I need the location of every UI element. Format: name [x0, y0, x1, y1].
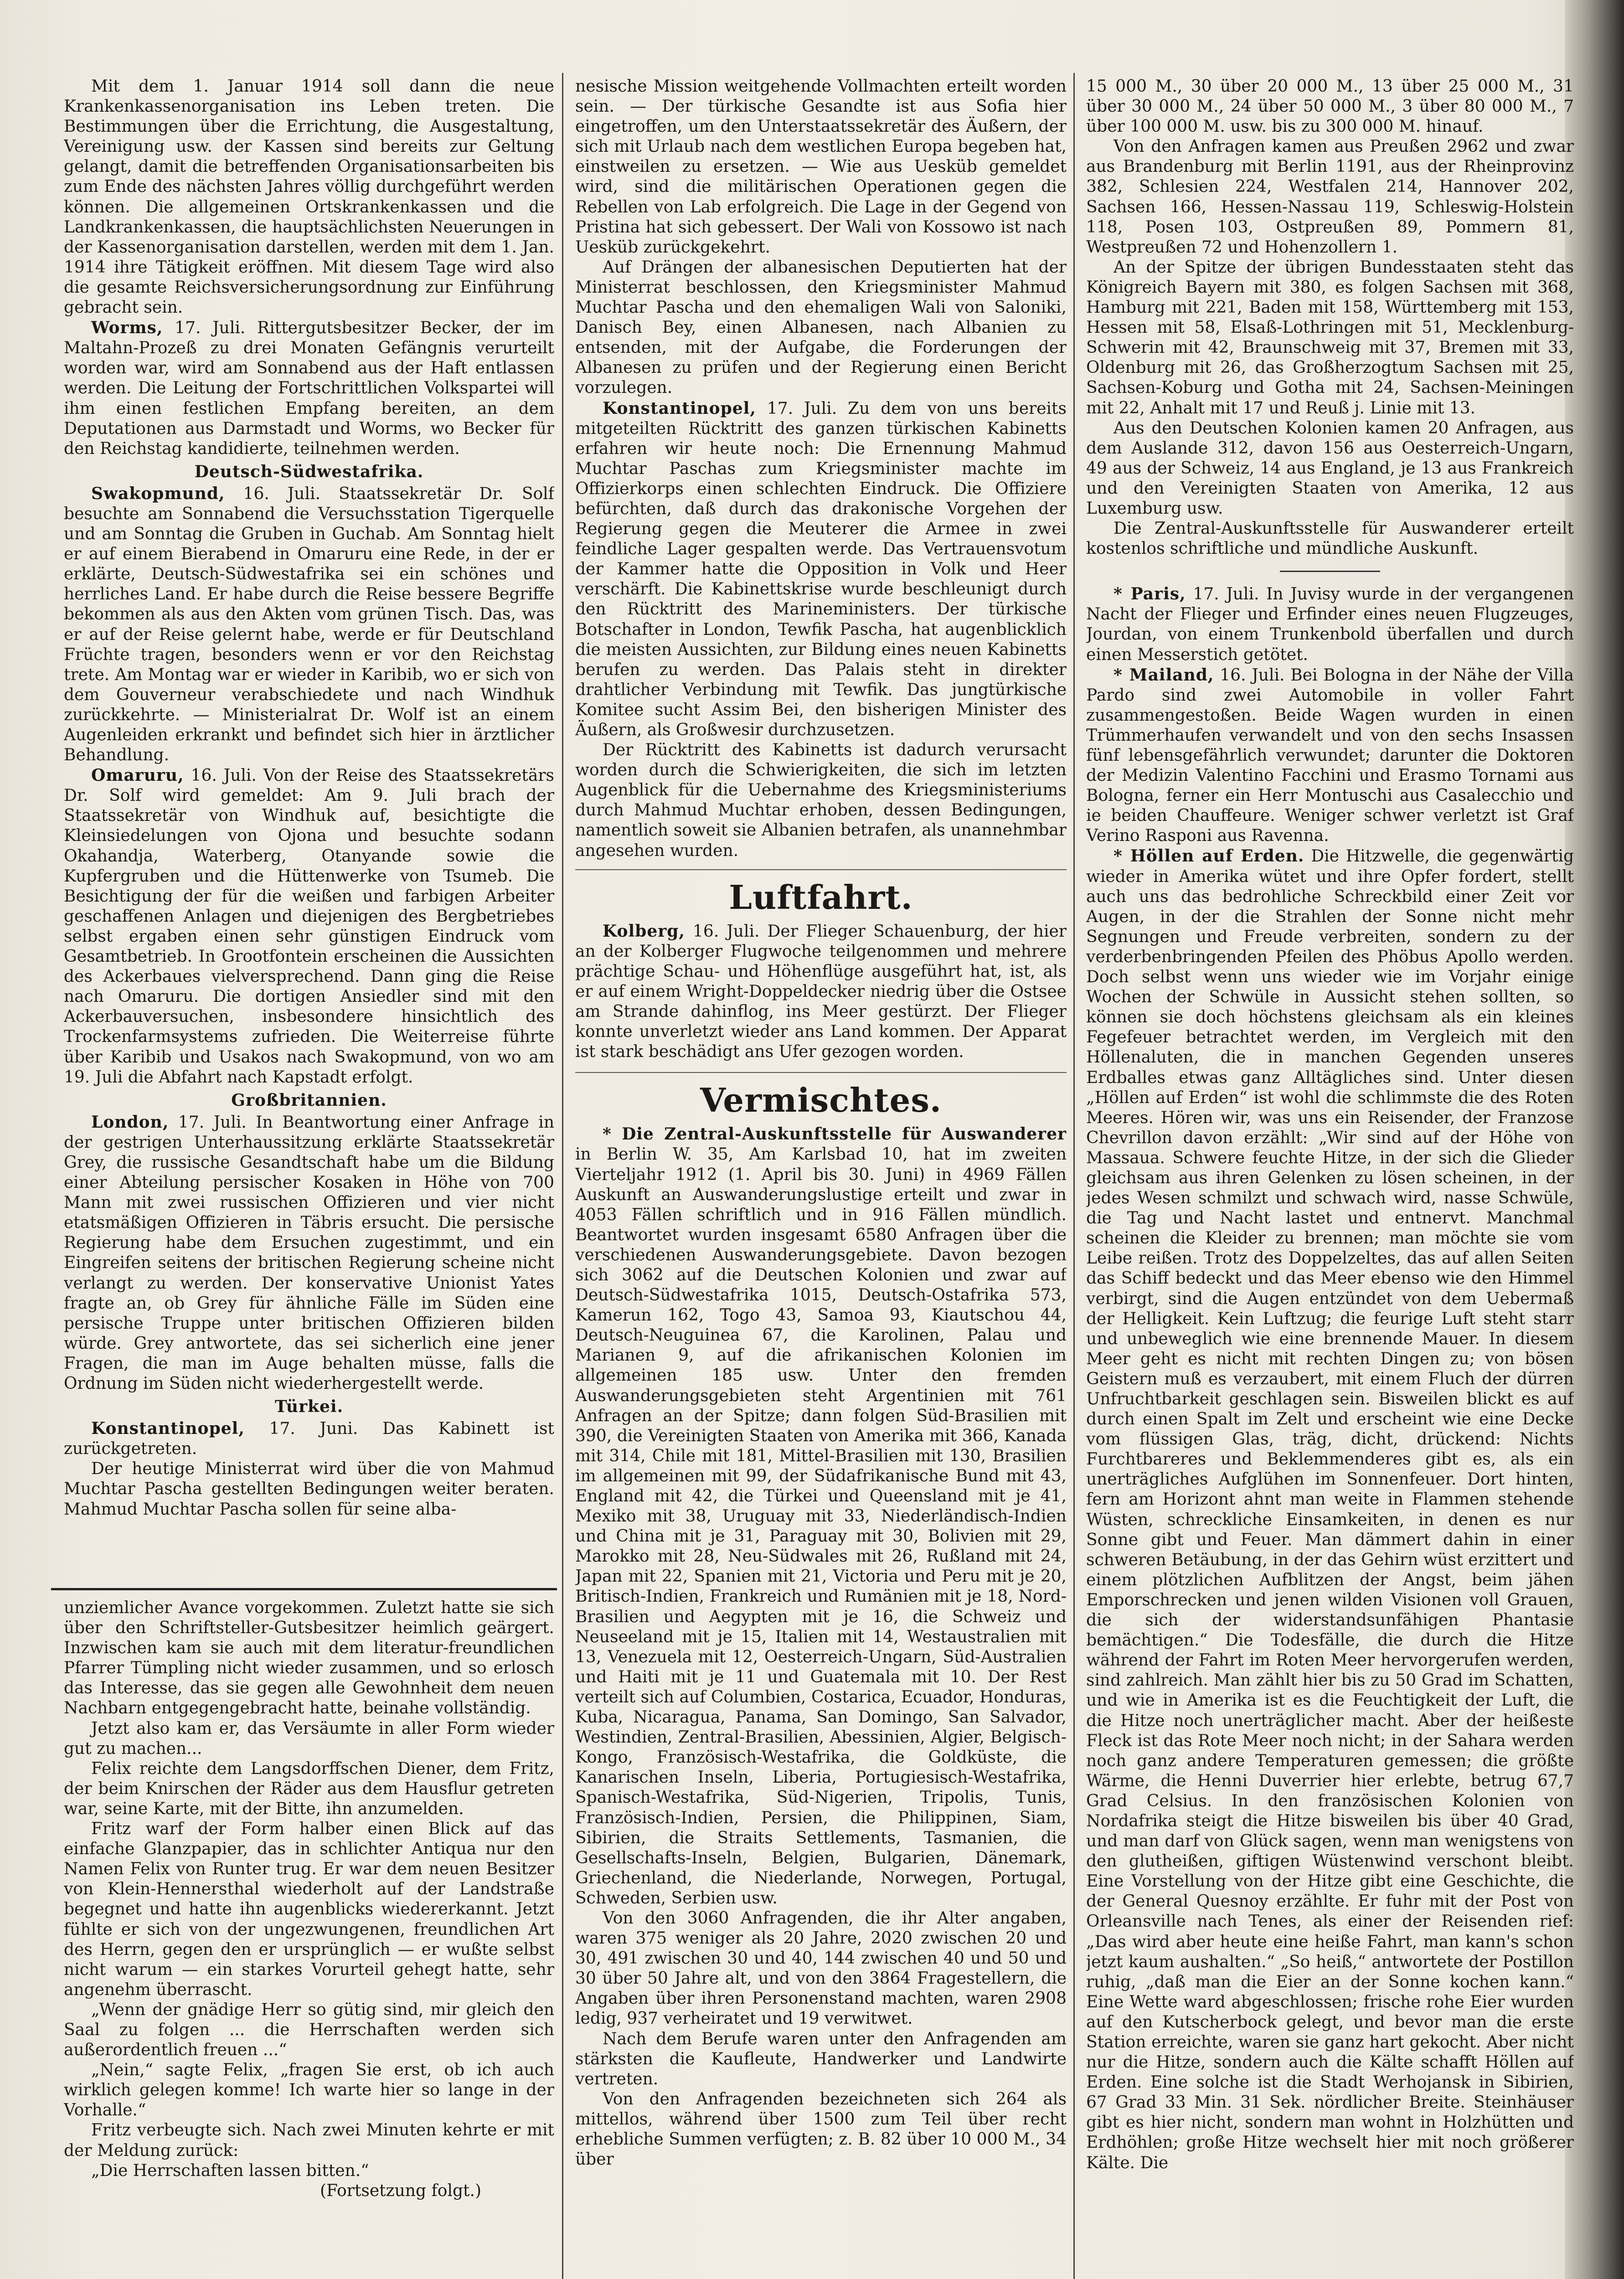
novel-paragraph: unziemlicher Avance vorgekommen. Zuletzt hatte sie sich über den Schriftsteller-Gutsbesitzer heimlich geärgert. Inzwischen kam sie auch mit dem literatur-freundlichen Pfarrer Tümpling nicht wieder zusammen, und so erlosch das Interesse, das sie gegen alle Gewohnheit dem neuen Nachbarn entgegengebracht hatte, beinahe vollständig. [64, 1598, 554, 1718]
news-text: 17. Juni. Das Kabinett ist zurückgetreten. [64, 1419, 554, 1459]
paragraph: Nach dem Berufe waren unter den Anfragenden am stärksten die Kaufleute, Handwerker und Landwirte vertreten. [575, 2029, 1067, 2088]
news-item [1086, 665, 1574, 846]
item-lead: * Höllen auf Erden. [1114, 846, 1304, 866]
section-heading: Großbritannien. [231, 1090, 387, 1110]
continuation-note: (Fortsetzung folgt.) [320, 2181, 481, 2200]
paragraph: Die Zentral-Auskunftsstelle für Auswanderer erteilt kostenlos schriftliche und mündliche Auskunft. [1086, 519, 1574, 558]
dateline: London, [91, 1112, 169, 1132]
section-rule [575, 1072, 1067, 1073]
novel-paragraph: Felix reichte dem Langsdorffschen Diener, dem Fritz, der beim Knirschen der Räder aus dem Hausflur getreten war, seine Karte, mit der Bitte, ihn anzumelden. [64, 1759, 554, 1818]
news-item [64, 1418, 554, 1459]
news-item [64, 1112, 554, 1394]
section-rule [575, 869, 1067, 870]
paragraph: nesische Mission weitgehende Vollmachten erteilt worden sein. — Der türkische Gesandte ist aus Sofia hier eingetroffen, um den Unterstaatssekretär des Äußern, der sich mit Urlaub nach dem westlichen Europa begeben hat, einstweilen zu ersetzen. — Wie aus Uesküb gemeldet wird, sind die militärischen Operationen gegen die Rebellen von Lab erfolgreich. Die Lage in der Gegend von Pristina hat sich gebessert. Der Wali von Kossowo ist nach Uesküb zurückgekehrt. [575, 77, 1067, 257]
news-text: Die Hitzwelle, die gegenwärtig wieder in Amerika wütet und ihre Opfer fordert, stellt auch uns das bedrohliche Schreckbild einer Zeit vor Augen, in der die Strahlen der Sonne nicht mehr Segnungen und Freude verbreiten, sondern zu der verderbenbringenden Pfeilen des Phöbus Apollo werden. Doch selbst wenn uns wieder wie im Vorjahr einige Wochen der Schwüle in Aussicht stehen sollten, so können sie doch höchstens gleichsam als ein kleines Fegefeuer betrachtet werden, im Vergleich mit den Höllenaluten, die in manchen Gegenden unseres Erdballes etwas ganz Alltägliches sind. Unter diesen „Höllen auf Erden“ ist wohl die schlimmste die des Roten Meeres. Hören wir, was uns ein Reisender, der Franzose Chevrillon davon erzählt: „Wir sind auf der Höhe von Massaua. Schwere feuchte Hitze, in der sich die Glieder gleichsam aus ihren Gelenken zu lösen scheinen, in der jedes Wesen schmilzt und schwach wird, nasse Schwüle, die Tag und Nacht lastet und entnervt. Manchmal scheinen die Kleider zu brennen; man möchte sie vom Leibe reißen. Trotz des Doppelzeltes, das auf allen Seiten das Schiff bedeckt und das Meer ebenso wie den Himmel verbirgt, sind die Augen entzündet von dem Uebermaß der Helligkeit. Kein Luftzug; die feurige Luft steht starr und unbeweglich wie eine brennende Mauer. In diesem Meer geht es nicht mit rechten Dingen zu; von bösen Geistern muß es verzaubert, mit einem Fluch der dürren Unfruchtbarkeit geschlagen sein. Bisweilen blickt es auf durch einen Spalt im Zelt und erscheint wie eine Decke vom flüssigen Glas, träg, dicht, drückend: Nichts Furchtbareres und Beklemmenderes gibt es, als ein unerträgliches Aufglühen im Sonnenfeuer. Dort hinten, fern am Horizont ahnt man weite in Flammen stehende Wüsten, schreckliche Einsamkeiten, in denen es nur Sonne gibt und Feuer. Man dämmert dahin in einer schweren Betäubung, in der das Gehirn wüst erzittert und einem plötzlichen Aufblitzen der Angst, beim jähen Emporschrecken und jenen wilden Visionen voll Grauen, die sich der widerstandsunfähigen Phantasie bemächtigen.“ Die Todesfälle, die durch die Hitze während der Fahrt im Roten Meer hervorgerufen werden, sind zahlreich. Man zählt hier bis zu 50 Grad im Schatten, und wie in Amerika ist es die Feuchtigkeit der Luft, die die Hitze noch unerträglicher macht. Aber der heißeste Fleck ist das Rote Meer noch nicht; in der Sahara werden noch ganz andere Temperaturen gemessen; die größte Wärme, die Henni Duverrier hier erlebte, betrug 67,7 Grad Celsius. In den französischen Kolonien von Nordafrika steigt die Hitze bisweilen bis über 40 Grad, und man darf von Glück sagen, wenn man wenigstens von den glutheißen, giftigen Wüstenwind verschont bleibt. Eine Vorstellung von der Hitze gibt eine Geschichte, die der General Quesnoy erzählte. Er fuhr mit der Post von Orleansville nach Tenes, als einer der Reisenden rief: „Das wird aber heute eine heiße Fahrt, man kann's schon jetzt kaum aushalten.“ „So heiß,“ antwortete der Postillon ruhig, „daß man die Eier an der Sonne kochen kann.“ Eine Wette ward abgeschlossen; frische rohe Eier wurden auf den Kutscherbock gelegt, und bevor man die erste Station erreichte, waren sie ganz hart gekocht. Aber nicht nur die Hitze, sondern auch die Kälte schafft Höllen auf Erden. Eine solche ist die Stadt Werhojansk in Sibirien, 67 Grad 33 Min. 31 Sek. nördlicher Breite. Steinhäuser gibt es hier nicht, sondern man wohnt in Holzhütten und Erdhöhlen; große Hitze wechselt hier mit noch größerer Kälte. Die [1086, 847, 1574, 2172]
dateline: Worms, [91, 318, 163, 338]
novel-paragraph: Fritz warf der Form halber einen Blick auf das einfache Glanzpapier, das in schlichter Antiqua nur den Namen Felix von Runter trug. Er war dem neuen Besitzer von Klein-Hennersthal wiederholt auf der Landstraße begegnet und hatte ihn augenblicks wiedererkannt. Jetzt fühlte er sich von der ungezwungenen, freundlichen Art des Herrn, gegen den er ursprünglich — er wußte selbst nicht warum — ein starkes Vorurteil gehegt hatte, sehr angenehm überrascht. [64, 1820, 554, 1999]
column-rule-2 [1073, 73, 1075, 2279]
column-1-news [64, 77, 554, 1581]
news-item [64, 765, 554, 1088]
dateline: Kolberg, [603, 921, 685, 941]
news-item [575, 1124, 1067, 1908]
news-item [64, 318, 554, 459]
news-item [1086, 584, 1574, 665]
news-item [64, 484, 554, 765]
column-3 [1086, 77, 1574, 2279]
dateline: * Paris, [1114, 584, 1186, 604]
paragraph: An der Spitze der übrigen Bundesstaaten steht das Königreich Bayern mit 380, es folgen Sachsen mit 368, Hamburg mit 221, Baden mit 158, Württemberg mit 153, Hessen mit 58, Elsaß-Lothringen mit 51, Mecklenburg-Schwerin mit 42, Braunschweig mit 37, Bremen mit 33, Oldenburg mit 26, das Großherzogtum Sachsen mit 25, Sachsen-Koburg und Gotha mit 24, Sachsen-Meiningen mit 22, Anhalt mit 17 und Reuß j. Linie mit 13. [1086, 258, 1574, 418]
section-heading: Deutsch-Südwestafrika. [194, 462, 424, 481]
news-text: 16. Juli. Staatssekretär Dr. Solf besuchte am Sonnabend die Versuchsstation Tigerquelle und am Sonntag die Gruben in Guchab. Am Sonntag hielt er auf einem Bierabend in Omaruru eine Rede, in der er erklärte, Deutsch-Südwestafrika sei ein schönes und herrliches Land. Er habe durch die Reise bessere Begriffe bekommen als aus den Akten vom grünen Tisch. Das, was er auf der Reise gelernt habe, werde er für Deutschland Früchte tragen, besonders wenn er vor den Reichstag trete. Am Montag war er wieder in Karibib, wo er sich von dem Gouverneur verabschiedete und nach Windhuk zurückkehrte. — Ministerialrat Dr. Wolf ist an einem Augenleiden erkrankt und befindet sich hier in ärztlicher Behandlung. [64, 484, 554, 765]
dateline: Konstantinopel, [91, 1419, 245, 1439]
novel-paragraph: „Die Herrschaften lassen bitten.“ [91, 2161, 369, 2180]
novel-paragraph: Fritz verbeugte sich. Nach zwei Minuten kehrte er mit der Meldung zurück: [64, 2121, 554, 2160]
section-heading-vermischtes: Vermischtes. [700, 1081, 942, 1120]
dateline: Omaruru, [91, 766, 184, 785]
paragraph: 15 000 M., 30 über 20 000 M., 13 über 25 000 M., 31 über 30 000 M., 24 über 50 000 M., 3 über 80 000 M., 7 über 100 000 M. usw. bis zu 300 000 M. hinauf. [1086, 77, 1574, 136]
column-1-feuilleton [64, 1598, 554, 2279]
paragraph: Von den Anfragenden bezeichneten sich 264 als mittellos, während über 1500 zum Teil über recht erhebliche Summen verfügten; z. B. 82 über 10 000 M., 34 über [575, 2089, 1067, 2169]
paragraph: Der Rücktritt des Kabinetts ist dadurch verursacht worden durch die Schwierigkeiten, die sich im letzten Augenblick für die Uebernahme des Kriegsministeriums durch Mahmud Muchtar erhoben, dessen Bedingungen, namentlich soweit sie Albanien betrafen, als unannehmbar angesehen wurden. [575, 741, 1067, 860]
section-heading-luftfahrt: Luftfahrt. [729, 877, 913, 917]
paragraph: Auf Drängen der albanesischen Deputierten hat der Ministerrat beschlossen, den Kriegsminister Mahmud Muchtar Pascha und den ehemaligen Wali von Saloniki, Danisch Bey, einen Albanesen, nach Albanien zu entsenden, mit der Aufgabe, die Forderungen der Albanesen zu prüfen und der Regierung einen Bericht vorzulegen. [575, 258, 1067, 397]
novel-paragraph: „Nein,“ sagte Felix, „fragen Sie erst, ob ich auch wirklich gelegen komme! Ich warte hier so lange in der Vorhalle.“ [64, 2061, 554, 2120]
dateline: Swakopmund, [91, 484, 225, 503]
paragraph: Von den Anfragen kamen aus Preußen 2962 und zwar aus Brandenburg mit Berlin 1191, aus der Rheinprovinz 382, Schlesien 224, Westfalen 214, Hannover 202, Sachsen 166, Hessen-Nassau 119, Schleswig-Holstein 118, Posen 103, Ostpreußen 89, Pommern 81, Westpreußen 72 und Hohenzollern 1. [1086, 137, 1574, 257]
paragraph: Mit dem 1. Januar 1914 soll dann die neue Krankenkassenorganisation ins Leben treten. Die Bestimmungen über die Errichtung, die Ausgestaltung, Vereinigung usw. der Kassen sind bereits zur Geltung gelangt, damit die betreffenden Organisationsarbeiten bis zum Ende des nächsten Jahres völlig durchgeführt werden können. Die allgemeinen Ortskrankenkassen und die Landkrankenkassen, die hauptsächlichsten Neuerungen in der Kassenorganisation darstellen, werden mit dem 1. Jan. 1914 ihre Tätigkeit eröffnen. Mit diesem Tage wird also die gesamte Reichsversicherungsordnung zur Einführung gebracht sein. [64, 77, 554, 317]
short-separator [1280, 571, 1380, 572]
column-rule-1 [562, 73, 563, 2279]
dateline: * Mailand, [1114, 665, 1214, 685]
news-text: 16. Juli. Bei Bologna in der Nähe der Villa Pardo sind zwei Automobile in voller Fahrt zusammengestoßen. Beide Wagen wurden in einen Trümmerhaufen verwandelt und von den sechs Insassen fünf lebensgefährlich verwundet; darunter die Doktoren der Medizin Valentino Facchini und Erasmo Tornami aus Bologna, ferner ein Herr Montuschi aus Casalecchio und ie beiden Chauffeure. Weniger schwer verletzt ist Graf Verino Rasponi aus Ravenna. [1086, 665, 1574, 846]
news-text: 17. Juli. Rittergutsbesitzer Becker, der im Maltahn-Prozeß zu drei Monaten Gefängnis verurteilt worden war, wird am Sonnabend aus der Haft entlassen werden. Die Leitung der Fortschrittlichen Volkspartei will ihm einen festlichen Empfang bereiten, an dem Deputationen aus Darmstadt und Worms, wo Becker für den Reichstag kandidierte, teilnehmen werden. [64, 319, 554, 458]
section-heading: Türkei. [274, 1397, 344, 1417]
news-item [575, 921, 1067, 1062]
news-text: in Berlin W. 35, Am Karlsbad 10, hat im zweiten Vierteljahr 1912 (1. April bis 30. Juni) in 4969 Fällen Auskunft an Auswanderungslustige erteilt und zwar in 4053 Fällen schriftlich und in 916 Fällen mündlich. Beantwortet wurden insgesamt 6580 Anfragen über die verschiedenen Auswanderungsgebiete. Davon bezogen sich 3062 auf die Deutschen Kolonien und zwar auf Deutsch-Südwestafrika 1015, Deutsch-Ostafrika 573, Kamerun 162, Togo 43, Samoa 93, Kiautschou 44, Deutsch-Neuguinea 67, die Karolinen, Palau und Marianen 9, auf die afrikanischen Kolonien im allgemeinen 185 usw. Unter den fremden Auswanderungsgebieten steht Argentinien mit 761 Anfragen an der Spitze; dann folgen Süd-Brasilien mit 390, die Vereinigten Staaten von Amerika mit 366, Kanada mit 314, Chile mit 181, Mittel-Brasilien mit 130, Brasilien im allgemeinen mit 99, der Südafrikanische Bund mit 43, England mit 42, die Türkei und Queensland mit je 41, Mexiko mit 38, Uruguay mit 33, Niederländisch-Indien und China mit je 31, Paraguay mit 30, Bolivien mit 29, Marokko mit 28, Neu-Südwales mit 26, Rußland mit 24, Japan mit 22, Spanien mit 21, Victoria und Peru mit je 20, Britisch-Indien, Frankreich und Rumänien mit je 18, Nord-Brasilien und Aegypten mit je 16, die Schweiz und Neuseeland mit je 15, Italien mit 14, Westaustralien mit 13, Venezuela mit 12, Oesterreich-Ungarn, Süd-Australien und Haiti mit je 11 und Guatemala mit 10. Der Rest verteilt sich auf Columbien, Costarica, Ecuador, Honduras, Kuba, Nicaragua, Panama, San Domingo, San Salvador, Westindien, Zentral-Brasilien, Abessinien, Algier, Belgisch-Kongo, Französisch-Westafrika, die Goldküste, die Kanarischen Inseln, Liberia, Portugiesisch-Westafrika, Spanisch-Westafrika, Süd-Nigerien, Tripolis, Tunis, Französisch-Indien, Persien, die Philippinen, Siam, Sibirien, die Straits Settlements, Tasmanien, die Gesellschafts-Inseln, Belgien, Bulgarien, Dänemark, Griechenland, die Niederlande, Norwegen, Portugal, Schweden, Serbien usw. [575, 1145, 1067, 1908]
item-lead: * Die Zentral-Auskunftsstelle für Auswanderer [603, 1124, 1067, 1144]
news-text: 16. Juli. Von der Reise des Staatssekretärs Dr. Solf wird gemeldet: Am 9. Juli brach der Staatssekretär von Windhuk auf, besichtigte die Kleinsiedelungen von Ojona und besuchte sodann Okahandja, Waterberg, Otanyande sowie die Kupfergruben und die Hüttenwerke von Tsumeb. Die Besichtigung der für die weißen und farbigen Arbeiter geschaffenen Anlagen und diejenigen des Bergbetriebes selbst ergaben einen sehr günstigen Eindruck vom Gesamtbetrieb. In Grootfontein erscheinen die Aussichten des Ackerbaues vielversprechend. Dann ging die Reise nach Omaruru. Die dortigen Ansiedler sind mit den Ackerbauversuchen, insbesondere hinsichtlich des Trockenfarmsystems zufrieden. Die Weiterreise führte über Karibib und Usakos nach Swakopmund, von wo am 19. Juli die Abfahrt nach Kapstadt erfolgt. [64, 766, 554, 1087]
news-item [1086, 846, 1574, 2173]
news-item [575, 398, 1067, 741]
column-2 [575, 77, 1067, 2279]
dateline: Konstantinopel, [603, 398, 756, 418]
paragraph: Von den 3060 Anfragenden, die ihr Alter angaben, waren 375 weniger als 20 Jahre, 2020 zwischen 20 und 30, 491 zwischen 30 und 40, 144 zwischen 40 und 50 und 30 über 50 Jahre alt, und von den 3864 Fragestellern, die Angaben über ihren Personenstand machten, waren 2908 ledig, 937 verheiratet und 19 verwitwet. [575, 1908, 1067, 2028]
news-text: 17. Juli. Zu dem von uns bereits mitgeteilten Rücktritt des ganzen türkischen Kabinetts erfahren wir heute noch: Die Ernennung Mahmud Muchtar Paschas zum Kriegsminister machte im Offizierkorps einen schlechten Eindruck. Die Offiziere befürchten, daß durch das drakonische Vorgehen der Regierung gegen die Meuterer die Armee in zwei feindliche Lager gespalten werde. Das Vertrauensvotum der Kammer hatte die Opposition in Volk und Heer verschärft. Die Kabinettskrise wurde beschleunigt durch den Rücktritt des Marineministers. Der türkische Botschafter in London, Tewfik Pascha, hat augenblicklich die meisten Aussichten, zur Bildung eines neuen Kabinetts berufen zu werden. Das Palais steht in direkter drahtlicher Verbindung mit Tewfik. Das jungtürkische Komitee sucht Assim Bei, den bisherigen Minister des Äußern, als Großwesir durchzusetzen. [575, 399, 1067, 739]
news-text: 17. Juli. In Juvisy wurde in der vergangenen Nacht der Flieger und Erfinder eines neuen Flugzeuges, Jourdan, von einem Trunkenbold überfallen und durch einen Messerstich getötet. [1086, 585, 1574, 664]
feuilleton-rule [51, 1588, 557, 1590]
paragraph: Aus den Deutschen Kolonien kamen 20 Anfragen, aus dem Auslande 312, davon 156 aus Oesterreich-Ungarn, 49 aus der Schweiz, 14 aus England, je 13 aus Frankreich und den Vereinigten Staaten von Amerika, 12 aus Luxemburg usw. [1086, 418, 1574, 518]
novel-paragraph: Jetzt also kam er, das Versäumte in aller Form wieder gut zu machen... [64, 1719, 554, 1758]
novel-paragraph: „Wenn der gnädige Herr so gütig sind, mir gleich den Saal zu folgen ... die Herrschaften werden sich außerordentlich freuen ...“ [64, 2000, 554, 2060]
news-text: 16. Juli. Der Flieger Schauenburg, der hier an der Kolberger Flugwoche teilgenommen und mehrere prächtige Schau- und Höhenflüge ausgeführt hat, ist, als er auf einem Wright-Doppeldecker niedrig über die Ostsee am Strande dahinflog, ins Meer gestürzt. Der Flieger konnte unverletzt wieder ans Land kommen. Der Apparat ist stark beschädigt ans Ufer gezogen worden. [575, 922, 1067, 1062]
paragraph: Der heutige Ministerrat wird über die von Mahmud Muchtar Pascha gestellten Bedingungen weiter beraten. Mahmud Muchtar Pascha sollen für seine alba- [64, 1459, 554, 1519]
news-text: 17. Juli. In Beantwortung einer Anfrage in der gestrigen Unterhaussitzung erklärte Staatssekretär Grey, die russische Gesandtschaft habe um die Bildung einer Abteilung persischer Kosaken in Höhe von 700 Mann mit zwei russischen Offizieren und vier nicht etatsmäßigen Offizieren in Täbris ersucht. Die persische Regierung habe dem Ersuchen zugestimmt, und ein Eingreifen seitens der britischen Regierung scheine nicht verlangt zu werden. Der konservative Unionist Yates fragte an, ob Grey für ähnliche Fälle im Süden eine persische Truppe unter britischen Offizieren bilden würde. Grey antwortete, das sei sicherlich eine jener Fragen, die man im Auge behalten müsse, falls die Ordnung im Süden nicht wiederhergestellt werde. [64, 1113, 554, 1393]
